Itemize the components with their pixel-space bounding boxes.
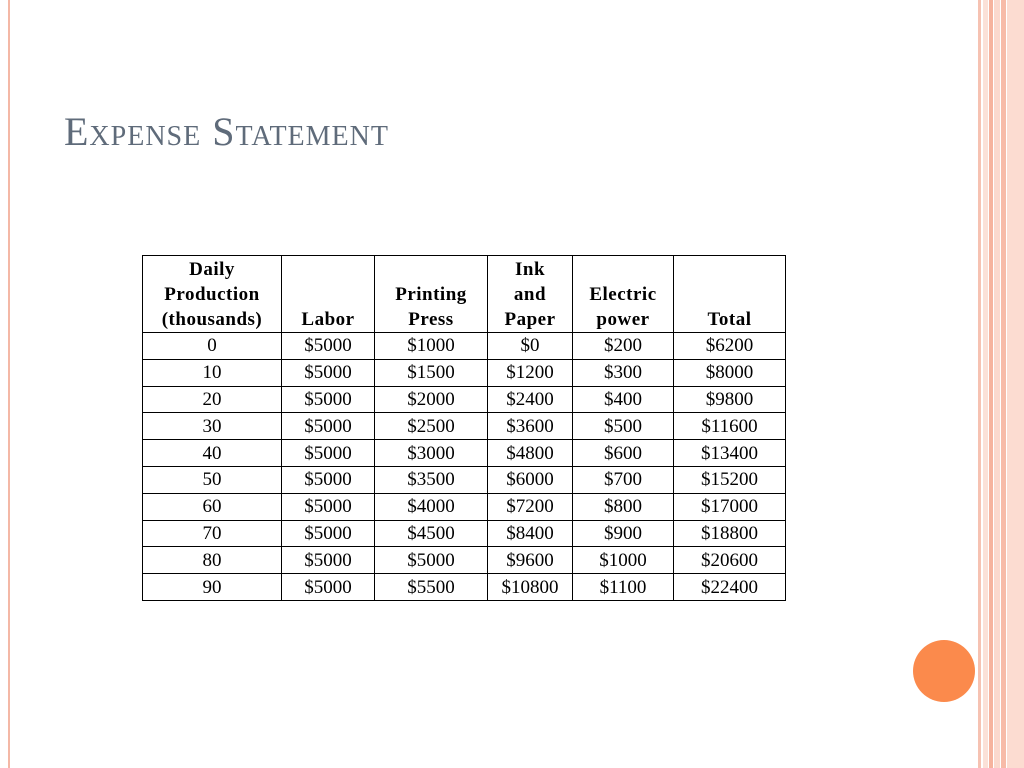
header-line: Ink <box>514 259 546 280</box>
table-row <box>143 466 786 493</box>
cell-total: $22400 <box>674 574 786 601</box>
cell-labor: $5000 <box>282 333 375 360</box>
cell-total: $8000 <box>674 359 786 386</box>
header-line: Daily <box>189 259 235 280</box>
cell-labor: $5000 <box>282 493 375 520</box>
header-line: Electric <box>589 284 657 305</box>
cell-labor: $5000 <box>282 466 375 493</box>
cell-ink-paper: $6000 <box>488 466 573 493</box>
left-border-line <box>8 0 10 768</box>
decorative-stripe <box>994 0 1000 768</box>
cell-ink-paper: $9600 <box>488 547 573 574</box>
cell-printing-press: $4500 <box>375 520 488 547</box>
header-total <box>674 256 786 333</box>
cell-production: 20 <box>143 386 282 413</box>
cell-production: 40 <box>143 440 282 467</box>
decorative-stripe <box>989 0 993 768</box>
cell-total: $15200 <box>674 466 786 493</box>
cell-printing-press: $3500 <box>375 466 488 493</box>
slide-title: Expense Statement <box>64 109 389 154</box>
cell-printing-press: $1500 <box>375 359 488 386</box>
cell-production: 80 <box>143 547 282 574</box>
cell-production: 0 <box>143 333 282 360</box>
cell-printing-press: $5000 <box>375 547 488 574</box>
cell-labor: $5000 <box>282 547 375 574</box>
cell-printing-press: $2000 <box>375 386 488 413</box>
cell-electric-power: $400 <box>573 386 674 413</box>
cell-production: 90 <box>143 574 282 601</box>
cell-ink-paper: $2400 <box>488 386 573 413</box>
cell-total: $17000 <box>674 493 786 520</box>
cell-electric-power: $800 <box>573 493 674 520</box>
accent-circle <box>913 640 975 702</box>
cell-total: $20600 <box>674 547 786 574</box>
decorative-stripe <box>1007 0 1024 768</box>
cell-labor: $5000 <box>282 386 375 413</box>
cell-total: $9800 <box>674 386 786 413</box>
cell-labor: $5000 <box>282 440 375 467</box>
cell-total: $6200 <box>674 333 786 360</box>
header-line: and <box>513 284 547 305</box>
header-line: (thousands) <box>161 309 263 330</box>
decorative-stripe <box>978 0 981 768</box>
header-ink-and-paper <box>488 256 573 333</box>
header-line: Production <box>164 284 260 305</box>
cell-printing-press: $2500 <box>375 413 488 440</box>
cell-ink-paper: $4800 <box>488 440 573 467</box>
header-electric-power <box>573 256 674 333</box>
cell-printing-press: $3000 <box>375 440 488 467</box>
header-line: Printing <box>395 284 467 305</box>
cell-ink-paper: $3600 <box>488 413 573 440</box>
expense-table <box>142 255 786 601</box>
table-row <box>143 359 786 386</box>
cell-ink-paper: $8400 <box>488 520 573 547</box>
cell-ink-paper: $1200 <box>488 359 573 386</box>
cell-electric-power: $600 <box>573 440 674 467</box>
cell-electric-power: $500 <box>573 413 674 440</box>
table-row <box>143 547 786 574</box>
cell-production: 10 <box>143 359 282 386</box>
cell-electric-power: $900 <box>573 520 674 547</box>
table-row <box>143 413 786 440</box>
cell-printing-press: $1000 <box>375 333 488 360</box>
decorative-stripe <box>983 0 988 768</box>
header-line: Paper <box>504 309 556 330</box>
table-row <box>143 386 786 413</box>
table-row <box>143 440 786 467</box>
cell-ink-paper: $10800 <box>488 574 573 601</box>
cell-ink-paper: $0 <box>488 333 573 360</box>
cell-printing-press: $4000 <box>375 493 488 520</box>
cell-production: 30 <box>143 413 282 440</box>
cell-electric-power: $1000 <box>573 547 674 574</box>
cell-electric-power: $200 <box>573 333 674 360</box>
header-line: Press <box>408 309 454 330</box>
cell-production: 70 <box>143 520 282 547</box>
cell-production: 60 <box>143 493 282 520</box>
cell-labor: $5000 <box>282 574 375 601</box>
table-row <box>143 333 786 360</box>
header-line: Labor <box>301 309 355 330</box>
table-row <box>143 493 786 520</box>
cell-total: $18800 <box>674 520 786 547</box>
table-row <box>143 574 786 601</box>
cell-production: 50 <box>143 466 282 493</box>
cell-electric-power: $300 <box>573 359 674 386</box>
header-printing-press <box>375 256 488 333</box>
cell-labor: $5000 <box>282 413 375 440</box>
cell-labor: $5000 <box>282 520 375 547</box>
header-line: Total <box>707 309 752 330</box>
cell-electric-power: $1100 <box>573 574 674 601</box>
header-line: power <box>596 309 650 330</box>
decorative-stripe <box>1001 0 1006 768</box>
cell-labor: $5000 <box>282 359 375 386</box>
cell-electric-power: $700 <box>573 466 674 493</box>
cell-ink-paper: $7200 <box>488 493 573 520</box>
table-header-row <box>143 256 786 333</box>
table-row <box>143 520 786 547</box>
header-labor <box>282 256 375 333</box>
cell-printing-press: $5500 <box>375 574 488 601</box>
cell-total: $13400 <box>674 440 786 467</box>
header-daily-production <box>143 256 282 333</box>
cell-total: $11600 <box>674 413 786 440</box>
